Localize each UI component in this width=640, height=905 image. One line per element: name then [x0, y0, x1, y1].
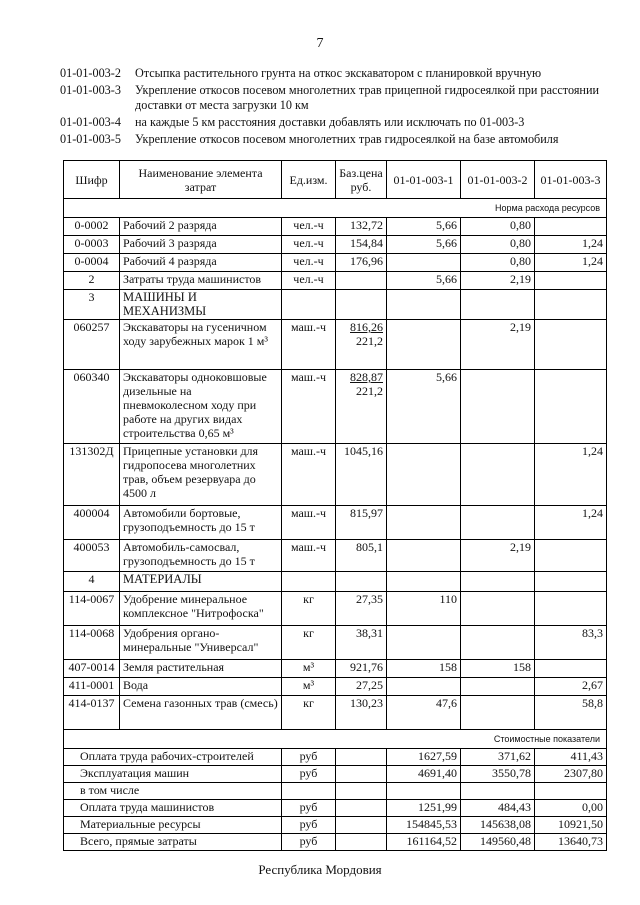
cell-unit [282, 290, 336, 320]
summary-empty [336, 766, 387, 783]
cell-name: Экскаваторы одноковшовые дизельные на пневмоколесном ходу при работе на других видах строительства 0,65 м³ [120, 370, 282, 444]
cell-unit: маш.-ч [282, 540, 336, 572]
cell-price: 27,35 [336, 592, 387, 626]
summary-col2: 3550,78 [461, 766, 535, 783]
summary-label: Всего, прямые затраты [64, 834, 282, 851]
cell-price: 132,72 [336, 218, 387, 236]
cell-code: 407-0014 [64, 660, 120, 678]
summary-label: Оплата труда рабочих-строителей [64, 749, 282, 766]
cell-col2 [461, 626, 535, 660]
summary-unit: руб [282, 800, 336, 817]
cell-code: 060340 [64, 370, 120, 444]
cell-col1 [387, 572, 461, 592]
cell-col3 [535, 660, 607, 678]
cell-price [336, 370, 387, 444]
cell-price [336, 320, 387, 370]
summary-empty [336, 800, 387, 817]
summary-empty [336, 817, 387, 834]
cell-col3 [535, 540, 607, 572]
summary-col2: 371,62 [461, 749, 535, 766]
table-row [64, 540, 607, 572]
header-col2: 01-01-003-2 [461, 161, 535, 199]
cell-col2 [461, 592, 535, 626]
definition-code: 01-01-003-5 [60, 132, 121, 146]
summary-col2 [461, 783, 535, 800]
summary-unit: руб [282, 834, 336, 851]
summary-unit: руб [282, 749, 336, 766]
cell-code: 3 [64, 290, 120, 320]
cell-price: 27,25 [336, 678, 387, 696]
summary-col3: 411,43 [535, 749, 607, 766]
cell-col1 [387, 290, 461, 320]
cell-name: Вода [120, 678, 282, 696]
cell-col1: 110 [387, 592, 461, 626]
cell-unit: кг [282, 592, 336, 626]
cell-col2: 0,80 [461, 236, 535, 254]
cell-code: 060257 [64, 320, 120, 370]
cell-col2: 0,80 [461, 218, 535, 236]
table-row [64, 320, 607, 370]
cell-name: Семена газонных трав (смесь) [120, 696, 282, 730]
cell-code: 0-0003 [64, 236, 120, 254]
cell-unit: чел.-ч [282, 236, 336, 254]
table-row [64, 660, 607, 678]
summary-col3: 2307,80 [535, 766, 607, 783]
summary-col2: 484,43 [461, 800, 535, 817]
cell-name: Удобрения органо-минеральные "Универсал" [120, 626, 282, 660]
cell-unit: маш.-ч [282, 444, 336, 506]
definition-text: на каждые 5 км расстояния доставки добавлять или исключать по 01-003-3 [135, 115, 525, 129]
cell-price: 130,23 [336, 696, 387, 730]
summary-label: в том числе [64, 783, 282, 800]
cell-price: 154,84 [336, 236, 387, 254]
definition-item [60, 83, 630, 113]
cell-unit: маш.-ч [282, 370, 336, 444]
header-name: Наименование элемента затрат [120, 161, 282, 199]
summary-row [64, 749, 607, 766]
table-row [64, 444, 607, 506]
cell-col1: 158 [387, 660, 461, 678]
cell-col2: 2,19 [461, 272, 535, 290]
cell-col3 [535, 290, 607, 320]
cell-col3: 2,67 [535, 678, 607, 696]
header-unit: Ед.изм. [282, 161, 336, 199]
summary-label: Эксплуатация машин [64, 766, 282, 783]
cell-col3: 1,24 [535, 444, 607, 506]
summary-col1: 4691,40 [387, 766, 461, 783]
summary-row [64, 800, 607, 817]
cell-col3 [535, 572, 607, 592]
table-row [64, 626, 607, 660]
summary-col3 [535, 783, 607, 800]
cell-col1 [387, 320, 461, 370]
cell-code: 0-0004 [64, 254, 120, 272]
definition-item [60, 115, 630, 130]
cost-indicators-label: Стоимостные показатели [64, 730, 607, 749]
price-secondary: 221,2 [356, 384, 383, 398]
cell-name: Удобрение минеральное комплексное "Нитрофоска" [120, 592, 282, 626]
summary-unit [282, 783, 336, 800]
cell-unit: м³ [282, 660, 336, 678]
price-value: 816,26 [350, 320, 383, 334]
summary-unit: руб [282, 766, 336, 783]
cell-price: 38,31 [336, 626, 387, 660]
summary-col1: 1627,59 [387, 749, 461, 766]
cell-col1: 5,66 [387, 236, 461, 254]
header-price: Баз.цена руб. [336, 161, 387, 199]
cell-unit: маш.-ч [282, 506, 336, 540]
definition-item [60, 66, 630, 81]
cell-name: Экскаваторы на гусеничном ходу зарубежных марок 1 м³ [120, 320, 282, 370]
table-row [64, 678, 607, 696]
cell-code: 400004 [64, 506, 120, 540]
cell-col3: 1,24 [535, 254, 607, 272]
cell-price: 815,97 [336, 506, 387, 540]
cell-unit [282, 572, 336, 592]
cell-name: Автомобиль-самосвал, грузоподъемность до 15 т [120, 540, 282, 572]
summary-empty [336, 749, 387, 766]
cell-code: 414-0137 [64, 696, 120, 730]
cell-name: Рабочий 2 разряда [120, 218, 282, 236]
definition-item [60, 132, 630, 147]
cell-code: 4 [64, 572, 120, 592]
price-secondary: 221,2 [356, 334, 383, 348]
summary-col1: 161164,52 [387, 834, 461, 851]
cell-col2 [461, 572, 535, 592]
summary-col3: 0,00 [535, 800, 607, 817]
cell-col1 [387, 506, 461, 540]
cell-col3 [535, 320, 607, 370]
cell-col1: 5,66 [387, 272, 461, 290]
header-col1: 01-01-003-1 [387, 161, 461, 199]
definitions-list [60, 66, 630, 149]
table-row [64, 290, 607, 320]
cell-col2 [461, 678, 535, 696]
summary-row [64, 834, 607, 851]
summary-col3: 13640,73 [535, 834, 607, 851]
header-col3: 01-01-003-3 [535, 161, 607, 199]
cell-col1 [387, 626, 461, 660]
cell-col3: 1,24 [535, 236, 607, 254]
footer-region: Республика Мордовия [258, 862, 382, 877]
summary-empty [336, 783, 387, 800]
definition-text: Укрепление откосов посевом многолетних трав гидросеялкой на базе автомобиля [135, 132, 559, 146]
summary-col1: 1251,99 [387, 800, 461, 817]
summary-col3: 10921,50 [535, 817, 607, 834]
cell-unit: кг [282, 696, 336, 730]
cell-code: 114-0067 [64, 592, 120, 626]
cell-col1: 47,6 [387, 696, 461, 730]
cell-col2 [461, 696, 535, 730]
cell-unit: кг [282, 626, 336, 660]
definition-text: Укрепление откосов посевом многолетних трав прицепной гидросеялкой при расстоянии доставки от места загрузки 10 км [135, 83, 599, 112]
cell-col2: 0,80 [461, 254, 535, 272]
cell-price [336, 572, 387, 592]
summary-col1: 154845,53 [387, 817, 461, 834]
cell-col2: 2,19 [461, 320, 535, 370]
summary-unit: руб [282, 817, 336, 834]
cell-name: Затраты труда машинистов [120, 272, 282, 290]
summary-col2: 149560,48 [461, 834, 535, 851]
cell-name: МАШИНЫ И МЕХАНИЗМЫ [120, 290, 282, 320]
cell-col3 [535, 370, 607, 444]
cell-col1: 5,66 [387, 370, 461, 444]
cell-price: 805,1 [336, 540, 387, 572]
table-row [64, 572, 607, 592]
definition-code: 01-01-003-4 [60, 115, 121, 129]
cell-code: 0-0002 [64, 218, 120, 236]
cell-col3: 83,3 [535, 626, 607, 660]
cell-unit: чел.-ч [282, 218, 336, 236]
cell-price: 176,96 [336, 254, 387, 272]
cell-unit: маш.-ч [282, 320, 336, 370]
cell-col3 [535, 218, 607, 236]
table-row [64, 696, 607, 730]
cell-col2: 2,19 [461, 540, 535, 572]
cell-col1: 5,66 [387, 218, 461, 236]
page-number: 7 [316, 36, 324, 51]
summary-label: Оплата труда машинистов [64, 800, 282, 817]
cell-col2 [461, 370, 535, 444]
cell-col1 [387, 254, 461, 272]
cell-price: 1045,16 [336, 444, 387, 506]
cell-col3: 1,24 [535, 506, 607, 540]
price-value: 828,87 [350, 370, 383, 384]
table-row [64, 370, 607, 444]
definition-code: 01-01-003-3 [60, 83, 121, 97]
summary-empty [336, 834, 387, 851]
cell-code: 131302Д [64, 444, 120, 506]
cell-price: 921,76 [336, 660, 387, 678]
cell-col3 [535, 272, 607, 290]
summary-col1 [387, 783, 461, 800]
resource-norm-label: Норма расхода ресурсов [64, 199, 607, 218]
cell-price [336, 290, 387, 320]
cell-price [336, 272, 387, 290]
cell-name: Земля растительная [120, 660, 282, 678]
cell-code: 411-0001 [64, 678, 120, 696]
table-row [64, 236, 607, 254]
cell-col2 [461, 506, 535, 540]
cell-name: Автомобили бортовые, грузоподъемность до 15 т [120, 506, 282, 540]
summary-row [64, 817, 607, 834]
definition-code: 01-01-003-2 [60, 66, 121, 80]
cell-code: 114-0068 [64, 626, 120, 660]
cell-col3: 58,8 [535, 696, 607, 730]
table-row [64, 272, 607, 290]
summary-col2: 145638,08 [461, 817, 535, 834]
cell-col2: 158 [461, 660, 535, 678]
summary-label: Материальные ресурсы [64, 817, 282, 834]
resource-table [63, 160, 607, 851]
cell-col2 [461, 290, 535, 320]
summary-row [64, 783, 607, 800]
table-header-row [64, 161, 607, 199]
cell-col1 [387, 444, 461, 506]
cell-col1 [387, 540, 461, 572]
cell-unit: м³ [282, 678, 336, 696]
cell-col2 [461, 444, 535, 506]
cell-code: 400053 [64, 540, 120, 572]
cell-name: Рабочий 3 разряда [120, 236, 282, 254]
summary-row [64, 766, 607, 783]
table-row [64, 506, 607, 540]
table-row [64, 218, 607, 236]
definition-text: Отсыпка растительного грунта на откос экскаватором с планировкой вручную [135, 66, 542, 80]
cell-unit: чел.-ч [282, 272, 336, 290]
cell-col3 [535, 592, 607, 626]
cell-col1 [387, 678, 461, 696]
cell-name: Рабочий 4 разряда [120, 254, 282, 272]
cell-name: МАТЕРИАЛЫ [120, 572, 282, 592]
cell-code: 2 [64, 272, 120, 290]
table-row [64, 592, 607, 626]
cell-name: Прицепные установки для гидропосева многолетних трав, объем резервуара до 4500 л [120, 444, 282, 506]
table-row [64, 254, 607, 272]
cell-unit: чел.-ч [282, 254, 336, 272]
header-code: Шифр [64, 161, 120, 199]
